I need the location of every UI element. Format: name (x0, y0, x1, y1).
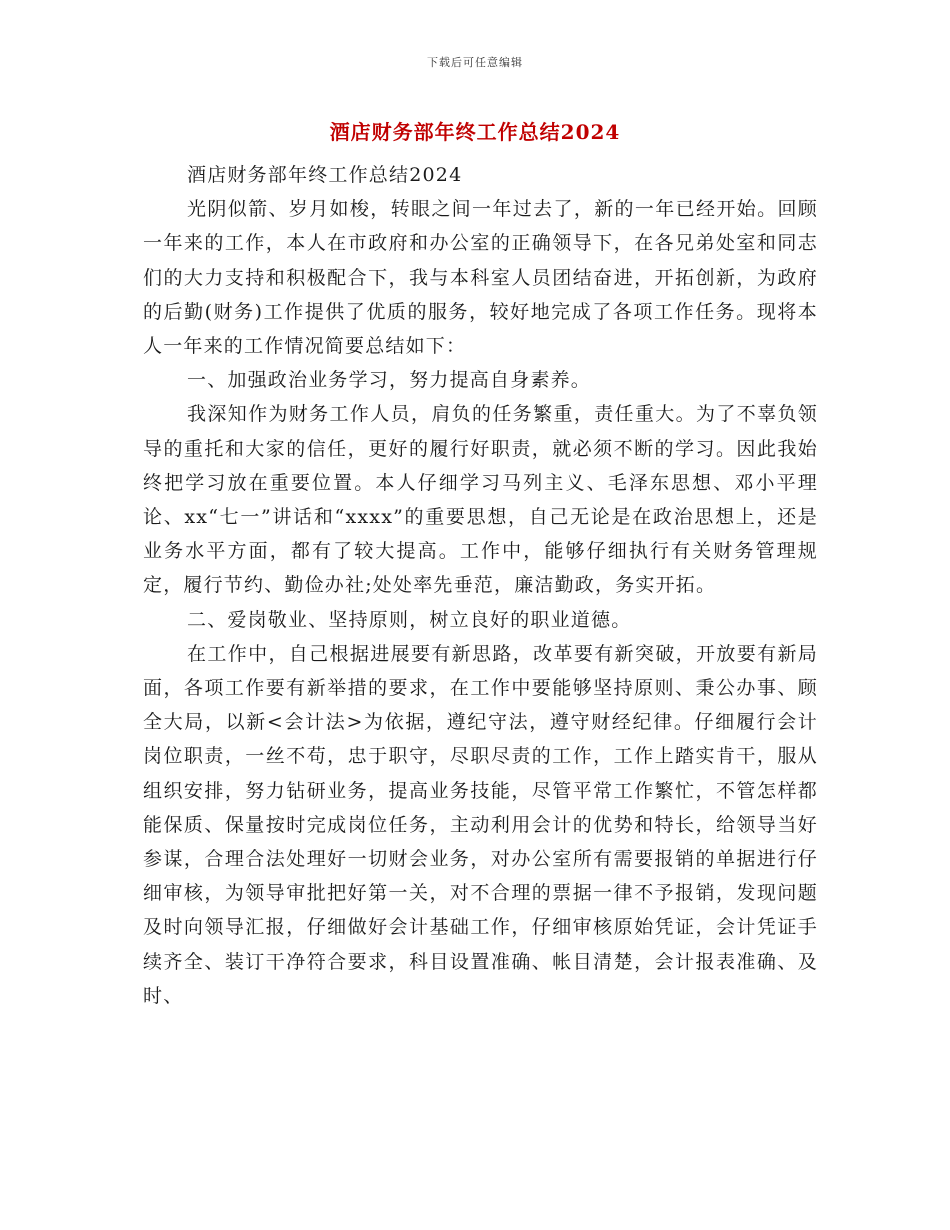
header-note: 下载后可任意编辑 (427, 56, 523, 69)
section-heading-1: 一、加强政治业务学习，努力提高自身素养。 (187, 369, 592, 392)
section-2-paragraph: 在工作中，自己根据进展要有新思路，改革要有新突破，开放要有新局面，各项工作要有新举措的要求，在工作中要能够坚持原则、秉公办事、顾全大局，以新<会计法>为依据，遵纪守法，遵守财经纪律。仔细履行会计岗位职责，一丝不苟，忠于职守，尽职尽责的工作，工作上踏实肯干，服从组织安排，努力钻研业务，提高业务技能，尽管平常工作繁忙，不管怎样都能保质、保量按时完成岗位任务，主动利用会计的优势和特长，给领导当好参谋，合理合法处理好一切财会业务，对办公室所有需要报销的单据进行仔细审核，为领导审批把好第一关，对不合理的票据一律不予报销，发现问题及时向领导汇报，仔细做好会计基础工作，仔细审核原始凭证，会计凭证手续齐全、装订干净符合要求，科目设置准确、帐目清楚，会计报表准确、及时、 (143, 642, 818, 1007)
intro-paragraph: 光阴似箭、岁月如梭，转眼之间一年过去了，新的一年已经开始。回顾一年来的工作，本人在市政府和办公室的正确领导下，在各兄弟处室和同志们的大力支持和积极配合下，我与本科室人员团结奋进，开拓创新，为政府的后勤(财务)工作提供了优质的服务，较好地完成了各项工作任务。现将本人一年来的工作情况简要总结如下： (143, 198, 818, 358)
section-1-paragraph: 我深知作为财务工作人员，肩负的任务繁重，责任重大。为了不辜负领导的重托和大家的信任，更好的履行好职责，就必须不断的学习。因此我始终把学习放在重要位置。本人仔细学习马列主义、毛泽东思想、邓小平理论、xx“七一”讲话和“xxxx”的重要思想，自己无论是在政治思想上，还是业务水平方面，都有了较大提高。工作中，能够仔细执行有关财务管理规定，履行节约、勤俭办社;处处率先垂范，廉洁勤政，务实开拓。 (143, 403, 818, 597)
section-heading-2: 二、爱岗敬业、坚持原则，树立良好的职业道德。 (187, 608, 632, 631)
document-body (143, 158, 818, 1013)
subtitle-paragraph: 酒店财务部年终工作总结2024 (187, 164, 463, 186)
document-title: 酒店财务部年终工作总结2024 (329, 120, 621, 144)
